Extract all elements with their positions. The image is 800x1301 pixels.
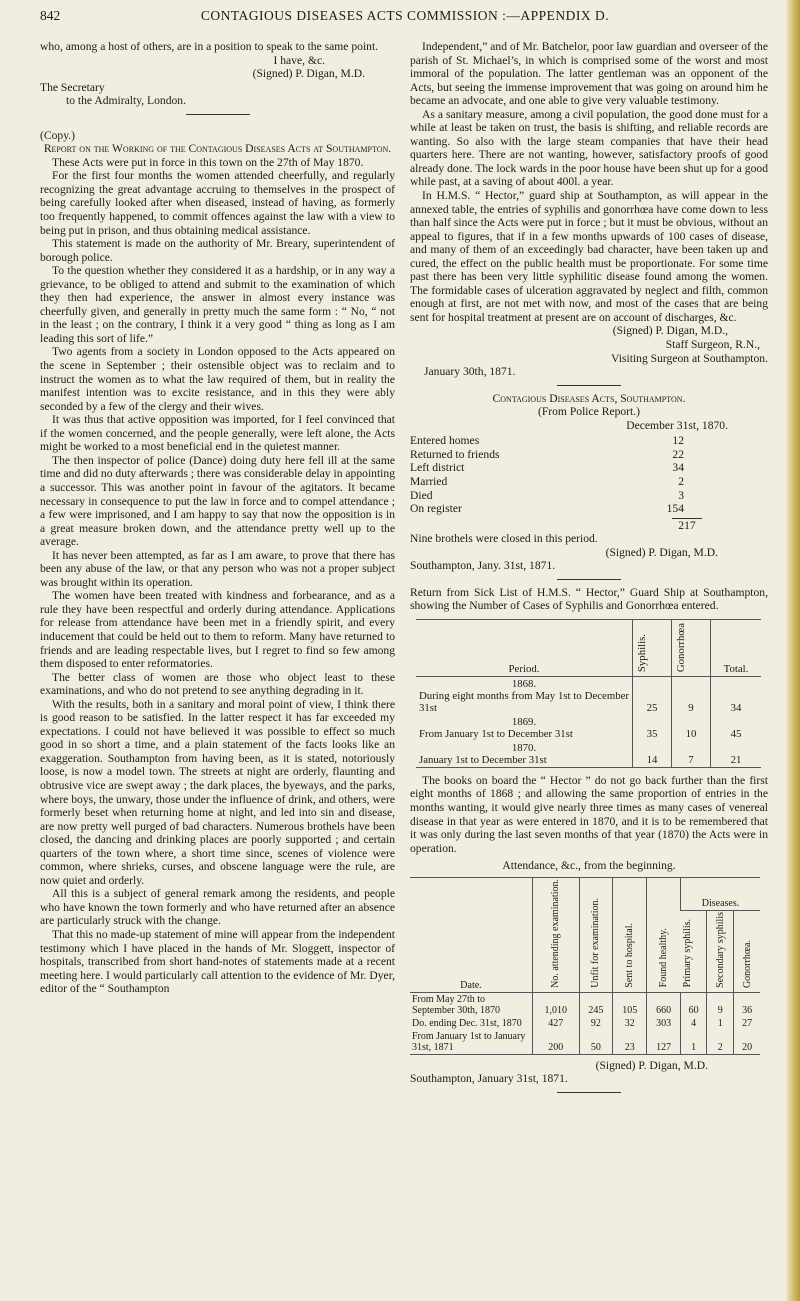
paragraph: The better class of women are those who object least to these examinations, and who do not pretend to see anything degrading in it. — [40, 670, 395, 698]
police-list-item — [410, 434, 768, 448]
cell-gonorrhoea: 7 — [672, 741, 711, 768]
table-row — [416, 741, 761, 768]
row-year: 1869. — [511, 715, 537, 728]
paragraph: For the first four months the women attended cheerfully, and regularly recognizing the great advantage accruing to themselves in the prospect of being carefully looked after when diseased, instead of having, as formerly too frequently happened, to commit offences against the law with a view to being put in prison, and thus obtaining medical assistance. — [40, 169, 395, 237]
table-row — [410, 1017, 760, 1030]
page-header — [40, 8, 770, 30]
police-report-subtitle: (From Police Report.) — [537, 405, 641, 419]
table-row — [416, 676, 761, 715]
cell-primary: 1 — [680, 1030, 706, 1055]
cell-total: 21 — [711, 741, 762, 768]
paragraph: who, among a host of others, are in a position to speak to the same point. — [40, 40, 379, 53]
col-header-total: Total. — [711, 619, 762, 676]
paragraph: All this is a subject of general remark among the residents, and people who have known the town formerly and who have returned after an absence are particularly struck with the change. — [40, 887, 395, 928]
police-item-label: Married — [410, 474, 448, 488]
left-column — [40, 40, 395, 996]
paragraph: The women have been treated with kindness and forbearance, and as a rule they have been respectful and orderly during attendance. Applications for release from attendance have been met in a friendly spirit, and every inducement that could be held out to them to reform. Many have returned to friends and are leading respectable lives, but I regret to find so few among them disposed to enter reformatories. — [40, 589, 395, 671]
paragraph: That this no made-up statement of mine will appear from the independent testimony which I have placed in the hands of Mr. Sloggett, inspector of hospitals, transcribed from short hand-notes of statements made at a recent meeting here. I would particularly call attention to the evidence of Mr. Dyer, editor of the “ Southampton — [40, 928, 395, 996]
cell-syphilis: 35 — [633, 715, 672, 741]
page-number: 842 — [40, 8, 61, 23]
paragraph: Nine brothels were closed in this period. — [410, 532, 598, 546]
col-header-primary: Primary syphilis. — [682, 919, 694, 988]
divider — [557, 1092, 621, 1093]
cell-sent: 23 — [613, 1030, 647, 1055]
closing: I have, &c. — [273, 53, 325, 67]
divider — [557, 579, 621, 580]
paragraph: Two agents from a society in London opposed to the Acts appeared on the scene in September ; their ostensible object was to reclaim and to instruct the women as to what the law required of them, but in reality the manifest intention was to excite resistance, and in this they were ably seconded by a few of the clergy and their wives. — [40, 345, 395, 413]
divider — [557, 385, 621, 386]
cell-gonorrhoea: 20 — [734, 1030, 760, 1055]
cell-total: 45 — [711, 715, 762, 741]
cell-date: Do. ending Dec. 31st, 1870 — [412, 1017, 522, 1029]
police-item-label: On register — [410, 502, 462, 516]
cell-secondary: 2 — [707, 1030, 734, 1055]
cell-sent: 32 — [613, 1017, 647, 1030]
cell-gonorrhoea: 9 — [672, 676, 711, 715]
col-header-date: Date. — [460, 979, 482, 991]
cell-syphilis: 14 — [633, 741, 672, 768]
paragraph: The books on board the “ Hector ” do not go back further than the first eight months of 1868 ; and allowing the same proportion of entries in the months wanting, it would give nearly three times as many cases of venereal disease in that year as were entered in 1870, and it is to be remembered that it was only during the last seven months of that year (1870) the Acts were in operation. — [410, 773, 768, 855]
police-item-label: Left district — [410, 461, 465, 475]
copy-label: (Copy.) — [40, 128, 75, 142]
police-report-date: December 31st, 1870. — [626, 418, 728, 432]
police-list-item — [410, 489, 768, 503]
col-header-attending: No. attending examination. — [550, 878, 562, 988]
paragraph: Independent,” and of Mr. Batchelor, poor law guardian and overseer of the parish of St. Michael’s, in which is comprised some of the worst and most immoral of the population. The latter gentleman was an opponent of the Acts, but seeing the immense improvement that was going on around him he became an advocate, and one able to give very valuable testimony. — [410, 40, 768, 108]
paragraph: This statement is made on the authority of Mr. Breary, superintendent of borough police. — [40, 237, 395, 264]
cell-date: From May 27th to September 30th, 1870 — [412, 993, 501, 1016]
police-item-label: Entered homes — [410, 434, 480, 448]
police-report-title: Contagious Diseases Acts, Southampton. — [492, 391, 686, 405]
cell-secondary: 1 — [707, 1017, 734, 1030]
row-year: 1870. — [511, 741, 537, 754]
paragraph: To the question whether they considered it as a hardship, or in any way a grievance, to be obliged to attend and submit to the examination of which they then had experience, the answer in almost every instance was cheerfully given, and generally in pretty much the same form : “ No, “ not in the least ; on the contrary, I think it a very good “ thing as long as I am leading this sort of life.” — [40, 264, 395, 345]
cell-attending: 427 — [533, 1017, 580, 1030]
paragraph: The then inspector of police (Dance) doing duty here fell ill at the same time and did no duty afterwards ; there was considerable delay in appointing a successor. This was another point in favour of the agitators. It became necessary in consequence to put the law in force and to compel attendance ; a few were imprisoned, and I am happy to say that now the opposition is in a great measure broken down, and the attendance pretty well up to the average. — [40, 453, 395, 549]
police-item-value: 22 — [672, 447, 684, 461]
report-title: Report on the Working of the Contagious Diseases Acts at Southampton. — [43, 142, 392, 156]
cell-healthy: 303 — [647, 1017, 681, 1030]
table-row — [410, 992, 760, 1017]
police-item-value: 154 — [666, 502, 684, 516]
col-header-period: Period. — [508, 662, 540, 675]
paragraph: These Acts were put in force in this town on the 27th of May 1870. — [52, 155, 364, 169]
cell-secondary: 9 — [707, 992, 734, 1017]
signature: (Signed) P. Digan, M.D., — [612, 324, 728, 338]
cell-sent: 105 — [613, 992, 647, 1017]
cell-unfit: 245 — [579, 992, 613, 1017]
col-header-sent: Sent to hospital. — [624, 922, 636, 988]
cell-unfit: 50 — [579, 1030, 613, 1055]
cell-healthy: 660 — [647, 992, 681, 1017]
police-item-value: 3 — [678, 488, 684, 502]
paragraph: In H.M.S. “ Hector,” guard ship at Southampton, as will appear in the annexed table, the entries of syphilis and gonorrhœa have come down to less than half since the Acts were put in force ; but it must be obvious, without an appeal to figures, that if in a few months upwards of 100 cases of disease, and many of them of an exceedingly bad character, have been taken up and cured, the effect on the public health must be proportionate. For some time past there has been very little syphilitic disease found among the women. The formidable cases of ulceration aggravated by neglect and filth, common enough at first, are not met with now, and most of the cases that are being sent for hospital treatment at present are on account of discharges, &c. — [410, 189, 768, 324]
page-edge — [786, 0, 800, 1301]
cell-primary: 4 — [680, 1017, 706, 1030]
paragraph: It has never been attempted, as far as I am aware, to prove that there has been any abuse of the law, or that any person who was not a proper subject was brought within its operation. — [40, 548, 395, 589]
cell-unfit: 92 — [579, 1017, 613, 1030]
police-list-item — [410, 448, 768, 462]
cell-primary: 60 — [680, 992, 706, 1017]
address-line: The Secretary — [40, 80, 105, 94]
police-total: 217 — [672, 518, 702, 533]
cell-date: From January 1st to January 31st, 1871 — [412, 1030, 526, 1053]
date: Southampton, Jany. 31st, 1871. — [410, 559, 556, 573]
running-title: CONTAGIOUS DISEASES ACTS COMMISSION :—APPENDIX D. — [200, 8, 610, 23]
col-header-gonorrhoea: Gonorrhœa — [675, 622, 687, 672]
hector-return-table — [416, 619, 761, 768]
table-row — [416, 715, 761, 741]
signature: (Signed) P. Digan, M.D. — [605, 545, 718, 559]
table-row — [410, 1030, 760, 1055]
attendance-table — [410, 877, 760, 1055]
col-header-gonorrhoea: Gonorrhœa. — [741, 939, 753, 988]
date: January 30th, 1871. — [424, 365, 516, 379]
right-column — [410, 40, 768, 1099]
paragraph: As a sanitary measure, among a civil population, the good done must for a while at least be taken on trust, the basis is shifting, and reliable records are wanting. So also with the large steam companies that have their head quarters here. There are not wanting, however, satisfactory proofs of good already done. The lock wards in the poor house have been shut up for a good while past, at a saving of about 400l. a year. — [410, 107, 768, 189]
col-header-unfit: Unfit for examination. — [590, 897, 602, 988]
cell-gonorrhoea: 36 — [734, 992, 760, 1017]
col-header-syphilis: Syphilis. — [636, 633, 648, 672]
cell-attending: 1,010 — [533, 992, 580, 1017]
attendance-title: Attendance, &c., from the beginning. — [502, 859, 676, 873]
row-period: From January 1st to December 31st — [419, 727, 573, 740]
police-item-value: 34 — [672, 461, 684, 475]
row-period: During eight months from May 1st to December 31st — [419, 689, 629, 714]
col-header-secondary: Secondary syphilis — [714, 911, 726, 988]
cell-total: 34 — [711, 676, 762, 715]
cell-syphilis: 25 — [633, 676, 672, 715]
cell-gonorrhoea: 10 — [672, 715, 711, 741]
cell-attending: 200 — [533, 1030, 580, 1055]
col-header-diseases: Diseases. — [680, 877, 760, 910]
signature-title: Visiting Surgeon at Southampton. — [611, 351, 768, 365]
paragraph: With the results, both in a sanitary and moral point of view, I think there is good reason to be satisfied. In the latter respect it has far exceeded my expectations. I could not have believed it was possible to effect so much good in so short a time, and a plain statement of the facts looks like an exaggeration. Southampton from having been, as it is stated, notoriously loose, is now a model town. The streets at night are orderly, flaunting and obtrusive vice are swept away ; the dark places, the byeways, and the parks, where boys, the unwary, those under the influence of drink, and others, were formerly beset when returning home at night, and led into sin and disease, are now pretty well purged of bad characters. Numerous brothels have been closed, the dancing and drinking places are poorly supported ; and certain quarters of the town where, a short time since, scenes of violence were common, where shrieks, curses, and obscene language were the rule, are now quiet and orderly. — [40, 697, 395, 887]
return-title: Return from Sick List of H.M.S. “ Hector,” Guard Ship at Southampton, showing the Number of Cases of Syphilis and Gonorrhœa entered. — [410, 585, 768, 613]
police-list-item — [410, 461, 768, 475]
cell-gonorrhoea: 27 — [734, 1017, 760, 1030]
police-item-label: Returned to friends — [410, 447, 500, 461]
cell-healthy: 127 — [647, 1030, 681, 1055]
police-item-value: 12 — [672, 434, 684, 448]
divider — [186, 114, 250, 115]
address-line: to the Admiralty, London. — [66, 94, 187, 108]
paragraph: It was thus that active opposition was imported, for I feel convinced that if the women concerned, and the people generally, were left alone, the Acts might be worked to a most beneficial end in the quietest manner. — [40, 413, 395, 454]
signature-title: Staff Surgeon, R.N., — [665, 338, 760, 352]
row-period: January 1st to December 31st — [419, 753, 547, 766]
signature: (Signed) P. Digan, M.D. — [595, 1058, 708, 1072]
police-list-item — [410, 475, 768, 489]
police-item-label: Died — [410, 488, 433, 502]
police-list-item — [410, 502, 768, 516]
police-report-list — [410, 434, 768, 515]
police-item-value: 2 — [678, 474, 684, 488]
row-year: 1868. — [511, 677, 537, 690]
date: Southampton, January 31st, 1871. — [410, 1072, 568, 1086]
signature: (Signed) P. Digan, M.D. — [252, 67, 365, 81]
col-header-healthy: Found healthy. — [658, 928, 670, 988]
